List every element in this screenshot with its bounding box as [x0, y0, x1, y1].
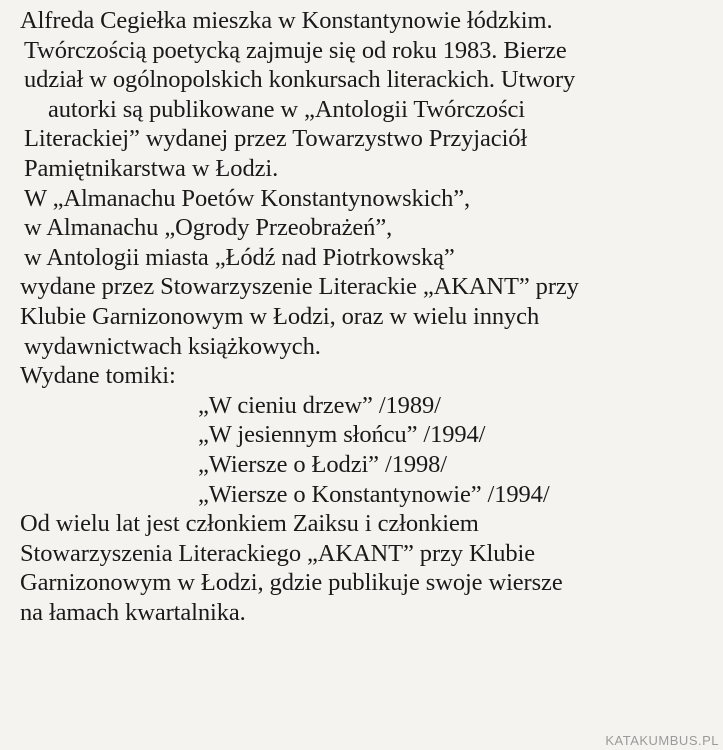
- bio-line: wydane przez Stowarzyszenie Literackie „AKANT” przy: [20, 273, 579, 301]
- bio-line: Alfreda Cegiełka mieszka w Konstantynowie łódzkim.: [20, 7, 553, 34]
- bio-line: Twórczością poetycką zajmuje się od roku 1983. Bierze: [24, 36, 567, 64]
- bio-line: wydawnictwach książkowych.: [24, 332, 321, 360]
- bio-line: w Almanachu „Ogrody Przeobrażeń”,: [24, 214, 393, 242]
- bio-line: Klubie Garnizonowym w Łodzi, oraz w wielu innych: [20, 302, 540, 330]
- bio-line: Literackiej” wydanej przez Towarzystwo Przyjaciół: [24, 125, 528, 153]
- biography-text: [20, 6, 720, 627]
- bio-line: udział w ogólnopolskich konkursach literackich. Utwory: [24, 66, 576, 94]
- closing-line: Stowarzyszenia Literackiego „AKANT” przy Klubie: [20, 539, 536, 567]
- book-title: „W cieniu drzew” /1989/: [198, 391, 441, 419]
- book-title: „W jesiennym słońcu” /1994/: [198, 421, 486, 449]
- book-title: „Wiersze o Konstantynowie” /1994/: [198, 480, 550, 508]
- closing-line: na łamach kwartalnika.: [20, 598, 246, 626]
- closing-line: Garnizonowym w Łodzi, gdzie publikuje swoje wiersze: [20, 569, 563, 597]
- bio-line: Pamiętnikarstwa w Łodzi.: [24, 154, 279, 182]
- site-watermark: KATAKUMBUS.PL: [605, 733, 719, 748]
- bio-line: W „Almanachu Poetów Konstantynowskich”,: [24, 184, 471, 212]
- bio-line: autorki są publikowane w „Antologii Twórczości: [48, 95, 526, 123]
- bio-line: w Antologii miasta „Łódź nad Piotrkowską”: [24, 243, 455, 271]
- book-title: „Wiersze o Łodzi” /1998/: [198, 450, 448, 478]
- bio-line: Wydane tomiki:: [20, 362, 176, 390]
- closing-line: Od wielu lat jest członkiem Zaiksu i członkiem: [20, 510, 479, 538]
